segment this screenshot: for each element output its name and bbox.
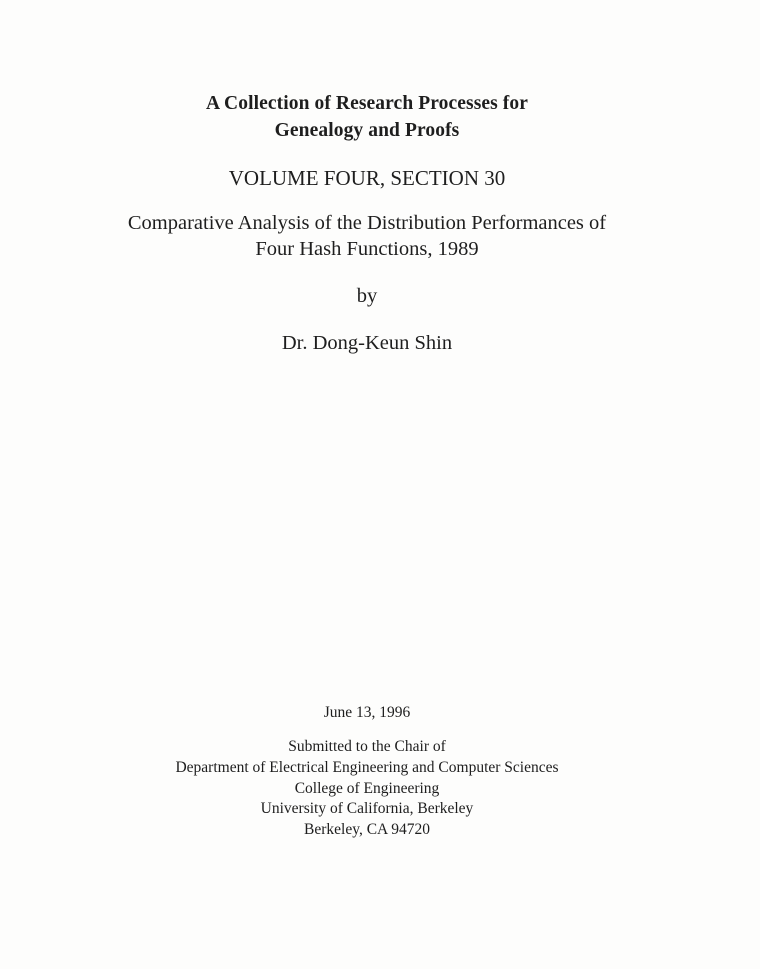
submission-line-2: Department of Electrical Engineering and Computer Sciences xyxy=(175,759,559,776)
submission-line-1: Submitted to the Chair of xyxy=(288,738,446,755)
submission-line-3: College of Engineering xyxy=(294,780,440,797)
author-name: Dr. Dong-Keun Shin xyxy=(281,332,453,354)
subtitle-line-2: Four Hash Functions, 1989 xyxy=(255,238,479,260)
submission-line-4: University of California, Berkeley xyxy=(260,800,474,817)
by-label: by xyxy=(356,285,378,307)
title-line-1: A Collection of Research Processes for xyxy=(205,93,529,114)
submission-date: June 13, 1996 xyxy=(323,704,411,721)
title-line-2: Genealogy and Proofs xyxy=(274,120,460,141)
volume-heading: VOLUME FOUR, SECTION 30 xyxy=(228,166,506,190)
submission-line-5: Berkeley, CA 94720 xyxy=(304,821,430,838)
subtitle-line-1: Comparative Analysis of the Distribution Performances of xyxy=(127,212,607,234)
